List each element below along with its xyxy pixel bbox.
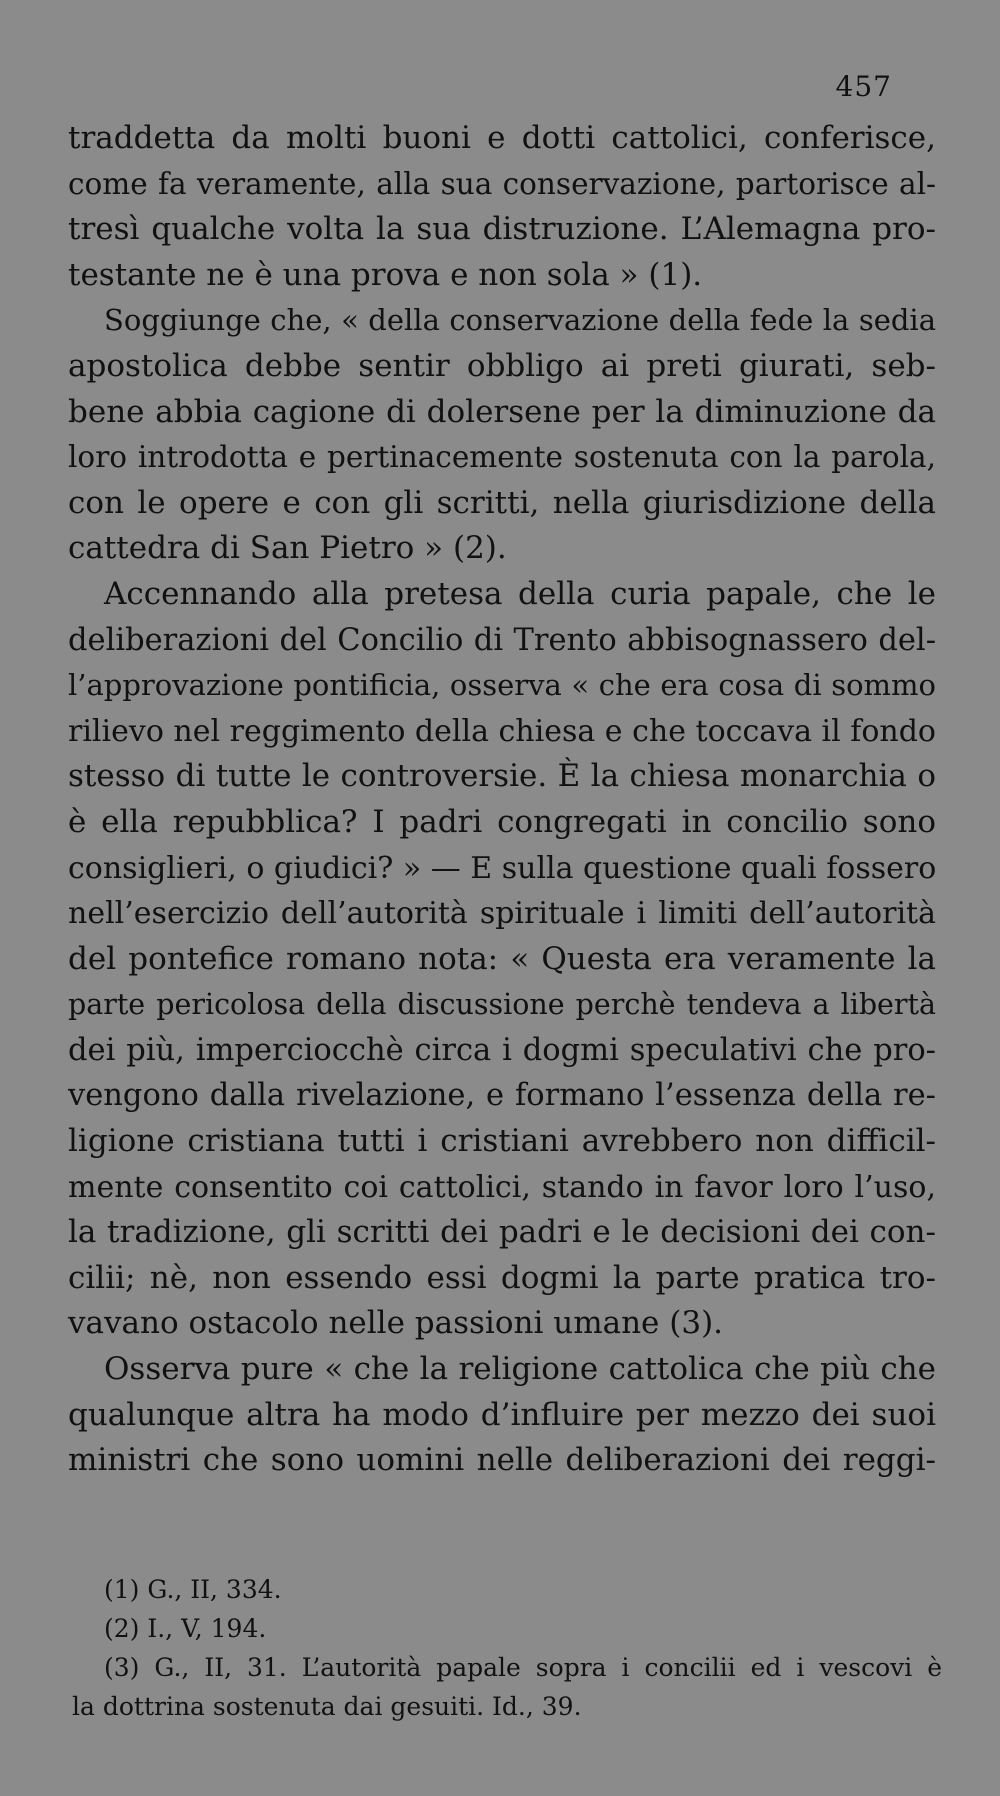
text-line: la tradizione, gli scritti dei padri e le decisioni dei con- (68, 1214, 936, 1251)
text-line: traddetta da molti buoni e dotti cattolici, conferisce, (68, 120, 936, 156)
text-line: cilii; nè, non essendo essi dogmi la parte pratica tro- (68, 1259, 936, 1296)
text-line: nell’esercizio dell’autorità spirituale i limiti dell’autorità (68, 896, 936, 932)
footnote-line: (2) I., V, 194. (104, 1614, 267, 1643)
text-line: loro introdotta e pertinacemente sostenuta con la parola, (68, 440, 936, 475)
text-line: del pontefice romano nota: « Questa era veramente la (68, 940, 936, 977)
footnotes (72, 1570, 942, 1726)
text-line: consiglieri, o giudici? » — E sulla questione quali fossero (68, 850, 937, 886)
text-line: tresì qualche volta la sua distruzione. L’Alemagna pro- (68, 211, 936, 248)
text-line: rilievo nel reggimento della chiesa e che toccava il fondo (68, 713, 936, 749)
text-line: Soggiunge che, « della conservazione della fede la sedia (104, 303, 936, 338)
text-line: qualunque altra ha modo d’influire per mezzo dei suoi (68, 1396, 936, 1433)
text-line: stesso di tutte le controversie. È la chiesa monarchia o (68, 758, 936, 795)
text-line: come fa veramente, alla sua conservazione, partorisce al- (68, 166, 936, 201)
text-line: deliberazioni del Concilio di Trento abbisognassero del- (68, 622, 936, 658)
text-line: Accennando alla pretesa della curia papale, che le (104, 575, 936, 612)
text-line: vavano ostacolo nelle passioni umane (3). (68, 1305, 724, 1342)
footnote-line: (3) G., II, 31. L’autorità papale sopra i concilii ed i vescovi è (104, 1653, 942, 1682)
text-line: è ella repubblica? I padri congregati in concilio sono (68, 803, 936, 840)
footnote-line: (1) G., II, 334. (104, 1575, 282, 1604)
text-line: l’approvazione pontificia, osserva « che era cosa di sommo (68, 668, 936, 703)
page-number: 457 (835, 70, 892, 103)
text-line: ligione cristiana tutti i cristiani avrebbero non difficil- (68, 1123, 936, 1160)
text-line: parte pericolosa della discussione perchè tendeva a libertà (68, 988, 936, 1022)
footnote-line: la dottrina sostenuta dai gesuiti. Id., 39. (72, 1692, 582, 1721)
text-line: bene abbia cagione di dolersene per la diminuzione da (68, 393, 936, 430)
text-line: mente consentito coi cattolici, stando in favor loro l’uso, (68, 1169, 936, 1205)
text-line: apostolica debbe sentir obbligo ai preti giurati, seb- (68, 347, 936, 384)
text-line: Osserva pure « che la religione cattolica che più che (104, 1351, 936, 1388)
text-line: testante ne è una prova e non sola » (1). (68, 256, 703, 293)
text-line: ministri che sono uomini nelle deliberazioni dei reggi- (68, 1442, 936, 1479)
body-text (68, 116, 936, 1484)
text-line: cattedra di San Pietro » (2). (68, 530, 507, 567)
text-line: vengono dalla rivelazione, e formano l’essenza della re- (68, 1078, 936, 1114)
text-line: dei più, imperciocchè circa i dogmi speculativi che pro- (68, 1032, 936, 1068)
text-line: con le opere e con gli scritti, nella giurisdizione della (68, 484, 936, 521)
